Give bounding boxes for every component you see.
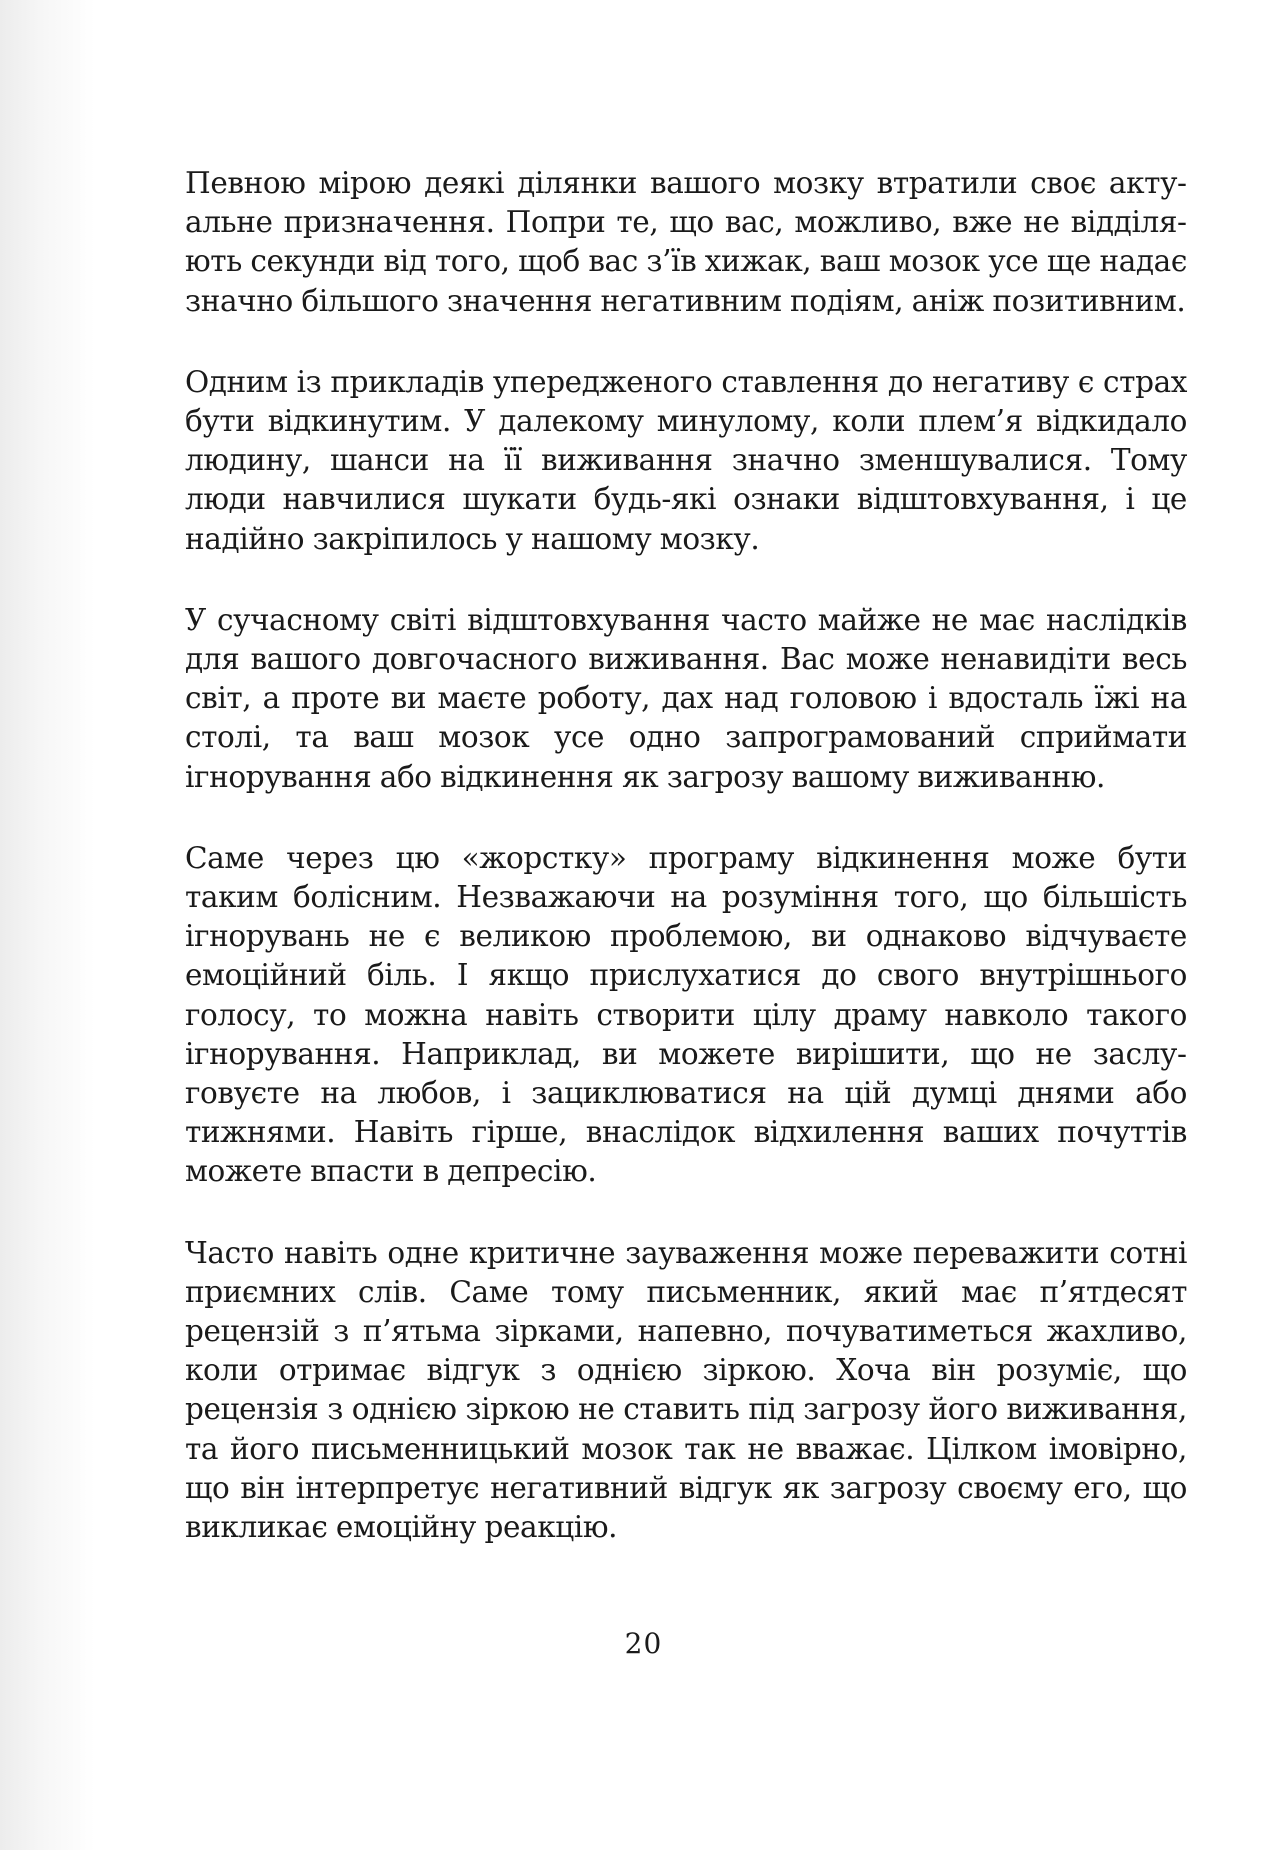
paragraph-5: Часто навіть одне критичне зауваження може переважити сотні приємних слів. Саме тому письменник, який має п’ятдесят рецензій з п’ятьма зірками, напевно, почуватиметься жахливо, коли отримає відгук з однією зіркою. Хоча він розуміє, що рецензія з однією зіркою не ставить під загрозу його виживання, та його письменницький мозок так не вважає. Цілком імовірно, що він інтерпретує негативний відгук як загрозу своєму его, що викликає емоційну реакцію.: [185, 1235, 1187, 1545]
paragraph-1: Певною мірою деякі ділянки вашого мозку втратили своє актуальне призначення. Попри те, що вас, можливо, вже не відділяють секунди від того, щоб вас з’їв хижак, ваш мозок усе ще надає значно більшого значення негативним подіям, аніж позитивним.: [185, 166, 1187, 318]
paragraph-4: Саме через цю «жорстку» програму відкинення може бути таким болісним. Незважаючи на розуміння того, що більшість ігнорувань не є великою проблемою, ви однаково відчуваєте емоційний біль. І якщо прислухатися до свого внутрішнього голосу, то можна навіть створити цілу драму навколо такого ігнорування. Наприклад, ви можете вирішити, що не заслуговуєте на любов, і зациклюватися на цій думці днями або тижнями. Навіть гірше, внаслідок відхилення ваших почуттів можете впасти в депресію.: [185, 840, 1187, 1189]
body-text: [185, 164, 1187, 1547]
page-number: 20: [624, 1627, 663, 1660]
paragraph-2: Одним із прикладів упередженого ставлення до негативу є страх бути відкинутим. У далекому минулому, коли плем’я відкидало людину, шанси на її виживання значно зменшувалися. Тому люди навчилися шукати будь-які ознаки відштовхування, і це надійно закріпилось у нашому мозку.: [185, 364, 1187, 556]
paragraph-3: У сучасному світі відштовхування часто майже не має наслідків для вашого довгочасного виживання. Вас може ненавидіти весь світ, а проте ви маєте роботу, дах над головою і вдосталь їжі на столі, та ваш мозок усе одно запрограмований сприймати ігнорування або відкинення як загрозу вашому виживанню.: [185, 602, 1187, 794]
